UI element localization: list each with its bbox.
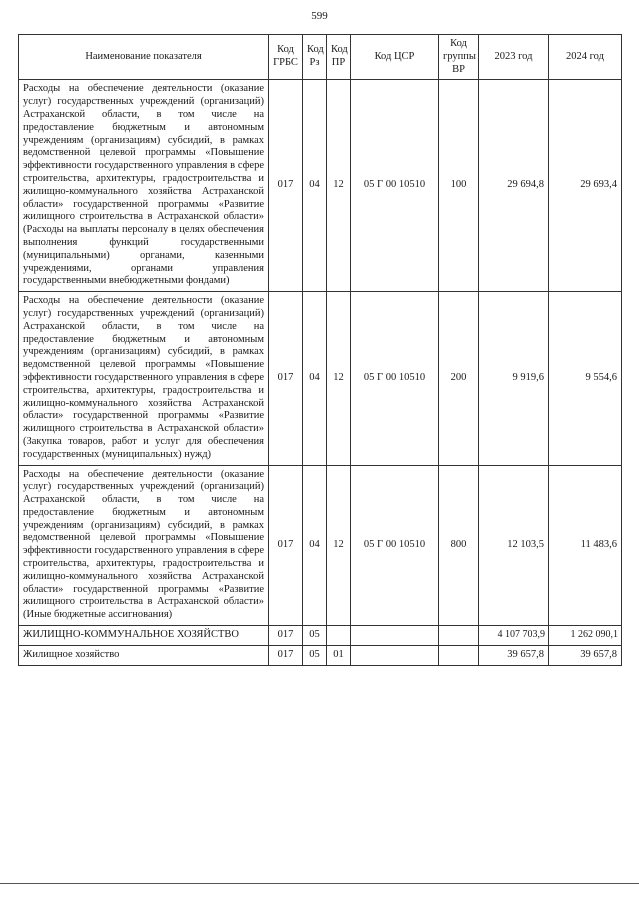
row-name: Расходы на обеспечение деятельности (оказание услуг) государственных учреждений (организаций) Астраханской области, в том числе на предоставление бюджетным и автономным учреждениям (организациям) субсидий, в рамках ведомственной целевой программы «Повышение эффективности государственного управления в сфере строительства, архитектуры, градостроительства и жилищно-коммунального хозяйства Астраханской области» государственной программы «Развитие жилищного строительства в Астраханской области» (Расходы на выплаты персоналу в целях обеспечения выполнения функций государственными (муниципальными) органами, казенными учреждениями, органами управления государственными внебюджетными фондами): [19, 80, 269, 292]
row-2023: 4 107 703,9: [479, 626, 549, 646]
row-name: Расходы на обеспечение деятельности (оказание услуг) государственных учреждений (организаций) Астраханской области, в том числе на предоставление бюджетным и автономным учреждениям (организациям) субсидий, в рамках ведомственной целевой программы «Повышение эффективности государственного управления в сфере строительства, архитектуры, градостроительства и жилищно-коммунального хозяйства Астраханской области» государственной программы «Развитие жилищного строительства в Астраханской области» (Закупка товаров, работ и услуг для обеспечения государственных (муниципальных) нужд): [19, 292, 269, 465]
table-row: [19, 292, 622, 465]
row-rz: 04: [303, 292, 327, 465]
row-2023: 29 694,8: [479, 80, 549, 292]
row-csr: 05 Г 00 10510: [351, 465, 439, 626]
row-pr: 12: [327, 292, 351, 465]
row-pr: 12: [327, 465, 351, 626]
header-grbs: Код ГРБС: [269, 35, 303, 80]
row-pr: 01: [327, 645, 351, 665]
row-csr: [351, 626, 439, 646]
row-grbs: 017: [269, 80, 303, 292]
row-2024: 9 554,6: [549, 292, 622, 465]
row-2024: 29 693,4: [549, 80, 622, 292]
header-rz: Код Рз: [303, 35, 327, 80]
page-bottom-rule: [0, 883, 639, 884]
row-name: Расходы на обеспечение деятельности (оказание услуг) государственных учреждений (организаций) Астраханской области, в том числе на предоставление бюджетным и автономным учреждениям (организациям) субсидий, в рамках ведомственной целевой программы «Повышение эффективности государственного управления в сфере строительства, архитектуры, градостроительства и жилищно-коммунального хозяйства Астраханской области» государственной программы «Развитие жилищного строительства в Астраханской области» (Иные бюджетные ассигнования): [19, 465, 269, 626]
row-grbs: 017: [269, 292, 303, 465]
row-pr: 12: [327, 80, 351, 292]
row-2023: 12 103,5: [479, 465, 549, 626]
table-row: [19, 645, 622, 665]
budget-table: [18, 34, 622, 666]
table-row: [19, 80, 622, 292]
header-csr: Код ЦСР: [351, 35, 439, 80]
row-2024: 11 483,6: [549, 465, 622, 626]
row-2023: 39 657,8: [479, 645, 549, 665]
row-csr: [351, 645, 439, 665]
row-rz: 05: [303, 626, 327, 646]
row-2023: 9 919,6: [479, 292, 549, 465]
row-pr: [327, 626, 351, 646]
row-csr: 05 Г 00 10510: [351, 80, 439, 292]
table-header-row: [19, 35, 622, 80]
table-row: [19, 465, 622, 626]
header-vr: Код группы ВР: [439, 35, 479, 80]
page-number: 599: [311, 10, 328, 22]
row-2024: 1 262 090,1: [549, 626, 622, 646]
row-grbs: 017: [269, 626, 303, 646]
row-vr: 800: [439, 465, 479, 626]
row-grbs: 017: [269, 645, 303, 665]
row-vr: 200: [439, 292, 479, 465]
row-rz: 05: [303, 645, 327, 665]
row-name: Жилищное хозяйство: [19, 645, 269, 665]
row-grbs: 017: [269, 465, 303, 626]
row-rz: 04: [303, 80, 327, 292]
row-vr: [439, 645, 479, 665]
header-name: Наименование показателя: [19, 35, 269, 80]
row-vr: [439, 626, 479, 646]
header-2023: 2023 год: [479, 35, 549, 80]
table-row: [19, 626, 622, 646]
row-name: ЖИЛИЩНО-КОММУНАЛЬНОЕ ХОЗЯЙСТВО: [19, 626, 269, 646]
row-rz: 04: [303, 465, 327, 626]
row-vr: 100: [439, 80, 479, 292]
header-pr: Код ПР: [327, 35, 351, 80]
row-csr: 05 Г 00 10510: [351, 292, 439, 465]
row-2024: 39 657,8: [549, 645, 622, 665]
header-2024: 2024 год: [549, 35, 622, 80]
